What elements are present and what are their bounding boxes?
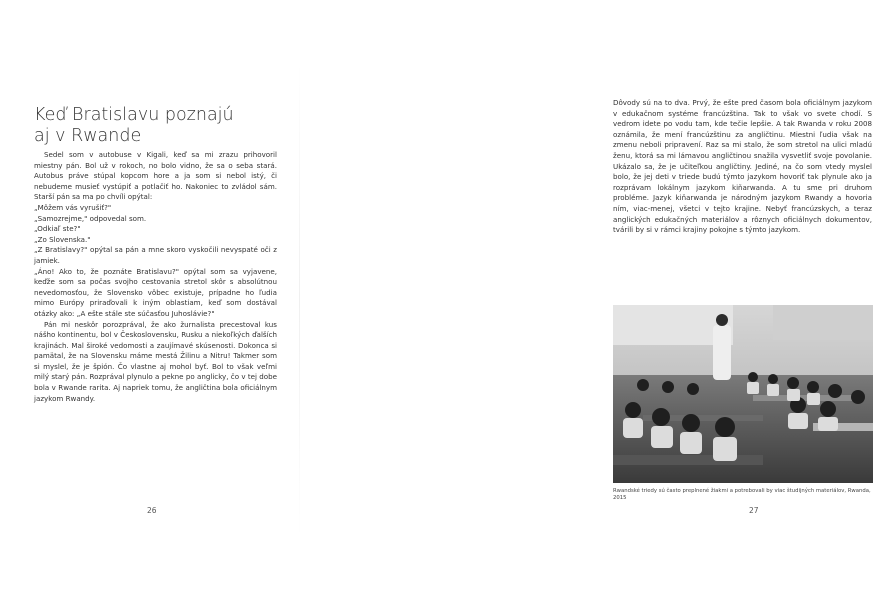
right-page [300,0,872,600]
chapter-title-line-2: aj v Rwande [34,126,142,146]
page-number-right: 27 [749,506,759,515]
classroom-photo-illustration [613,305,873,483]
photo-caption: Rwandské triedy sú často preplnené žiakmi a potrebovali by viac študijných materiálov, Rwanda, 2015 [613,488,871,502]
left-page [0,0,300,600]
paragraph: Dôvody sú na to dva. Prvý, že ešte pred časom bola oficiálnym jazykom v edukačnom systéme francúzština. Tak to však vo svete chodí. S vedrom idete po vodu tam, kde tečie lepšie. A tak Rwanda v roku 2008 oznámila, že mení francúzštinu za angličtinu. Miestni ľudia však na zmenu neboli pripravení. Raz sa mi stalo, že som stretol na ulici mladú ženu, ktorá sa mi lámavou angličtinou snažila vysvetliť svoje povolanie. Ukázalo sa, že je učiteľkou angličtiny. Jediné, na čo som vtedy myslel bolo, že jej deti v triede budú týmto jazykom hovoriť tak plynule ako ja rozprávam lokálnym jazykom kiňarwanda. A tu sme pri druhom probléme. Jazyk kiňarwanda je národným jazykom Rwandy a hovoria ním, viac-menej, všetci v tejto krajine. Nebyť francúzskych, a teraz anglických edukačných materiálov a rôznych oficiálnych dokumentov, tvárili by si v rámci krajiny pokojne s týmto jazykom. [613,98,872,235]
paragraph: Pán mi neskôr porozprával, že ako žurnalista precestoval kus nášho kontinentu, bol v Československu, Rusku a niekoľkých ďalších krajinách. Mal široké vedomosti a zaujímavé skúsenosti. Dokonca si pamätal, že na Slovensku máme mestá Žilinu a Nitru! Takmer som si myslel, že je špión. Čo vlastne aj mohol byť. Bol to však veľmi milý starý pán. Rozprával plynulo a pekne po anglicky, čo v tej dobe bola v Rwande rarita. Aj napriek tomu, že angličtina bola oficiálnym jazykom Rwandy. [34,319,277,403]
paragraph: Sedel som v autobuse v Kigali, keď sa mi zrazu prihovoril miestny pán. Bol už v rokoch, no bolo vidno, že sa o seba stará. Autobus práve stúpal kopcom hore a ja som si nebol istý, či nebudeme musieť vystúpiť a potlačiť ho. Nakoniec to zvládol sám. Starší pán sa ma po chvíli opýtal: [34,150,277,202]
dialogue-line: „Áno! Ako to, že poznáte Bratislavu?" opýtal som sa vyjavene, keďže som sa počas svojho cestovania stretol skôr s absolútnou nevedomosťou, že Slovensko vôbec existuje, prípadne ho ľudia mimo Európy priraďovali k iným oblastiam, keď som dostával otázky ako: „A ešte stále ste súčasťou Juhoslávie?" [34,266,277,318]
page-number-left: 26 [147,506,157,515]
chapter-title-line-1: Keď Bratislavu poznajú [34,105,234,125]
chapter-title [34,105,284,147]
dialogue-line: „Z Bratislavy?" opýtal sa pán a mne skoro vyskočili nevyspaté oči z jamiek. [34,245,277,265]
dialogue-line: „Odkiaľ ste?" [34,224,81,234]
dialogue-line: „Zo Slovenska." [34,234,91,244]
right-body-text [613,98,872,236]
dialogue-line: „Môžem vás vyrušiť?" [34,202,112,212]
left-body-text [34,150,277,404]
dialogue-line: „Samozrejme," odpovedal som. [34,213,147,223]
classroom-photo [613,305,873,483]
